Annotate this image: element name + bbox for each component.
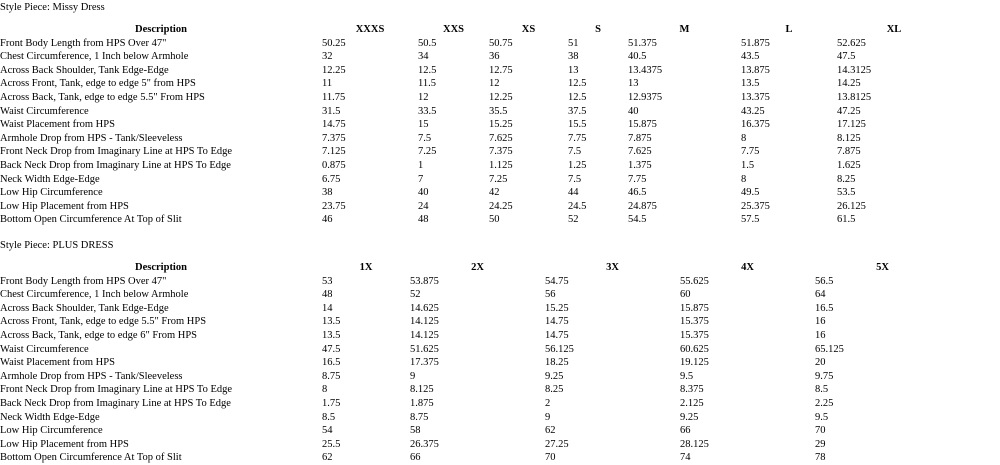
measurement-value: 8.5 (815, 384, 829, 396)
measurement-value: 7.375 (489, 146, 513, 158)
measurement-value: 26.125 (837, 200, 866, 212)
measurement-value: 16.5 (322, 357, 341, 369)
measurement-value: 18.25 (545, 357, 569, 369)
table-row (0, 302, 950, 316)
measurement-value: 14.125 (410, 316, 439, 328)
measurement-value: 9.5 (815, 411, 829, 423)
measurement-value: 54.75 (545, 275, 569, 287)
measurement-value: 12.9375 (628, 91, 663, 103)
measurement-value: 52.625 (837, 37, 866, 49)
measurement-value: 50.5 (418, 37, 437, 49)
measurement-value: 12 (489, 78, 500, 90)
missy-size-table (0, 23, 951, 227)
measurement-value: 23.75 (322, 200, 346, 212)
plus-header-5x: 5X (876, 262, 889, 273)
measurement-value: 13 (568, 64, 579, 76)
measurement-description: Front Neck Drop from Imaginary Line at HPS To Edge (0, 384, 233, 396)
measurement-value: 78 (815, 452, 826, 464)
measurement-value: 54.5 (628, 214, 647, 226)
measurement-value: 9.75 (815, 370, 834, 382)
measurement-value: 50.25 (322, 37, 346, 49)
measurement-value: 40 (628, 105, 639, 117)
table-row (0, 37, 951, 51)
measurement-value: 2.25 (815, 397, 834, 409)
table-row (0, 118, 951, 132)
table-row (0, 159, 951, 173)
measurement-value: 16.375 (741, 119, 770, 131)
measurement-value: 33.5 (418, 105, 437, 117)
measurement-value: 1 (418, 159, 424, 171)
measurement-value: 2.125 (680, 397, 704, 409)
measurement-description: Across Back Shoulder, Tank Edge-Edge (0, 64, 169, 76)
measurement-value: 8.5 (322, 411, 336, 423)
plus-table-body (0, 275, 950, 465)
table-row (0, 383, 950, 397)
measurement-value: 16.5 (815, 302, 834, 314)
measurement-value: 1.75 (322, 397, 341, 409)
measurement-value: 20 (815, 357, 826, 369)
measurement-value: 50.75 (489, 37, 513, 49)
measurement-value: 15.875 (680, 302, 709, 314)
measurement-value: 58 (410, 425, 421, 437)
measurement-value: 7.5 (568, 173, 582, 185)
measurement-value: 7.75 (628, 173, 647, 185)
measurement-value: 13.5 (322, 316, 341, 328)
measurement-description: Back Neck Drop from Imaginary Line at HPS To Edge (0, 397, 231, 409)
measurement-description: Front Neck Drop from Imaginary Line at HPS To Edge (0, 146, 233, 158)
measurement-value: 13 (628, 78, 639, 90)
plus-header-3x: 3X (606, 262, 619, 273)
missy-header-xl: XL (886, 24, 902, 35)
measurement-value: 9.25 (680, 411, 699, 423)
measurement-value: 1.875 (410, 397, 434, 409)
measurement-value: 8.375 (680, 384, 704, 396)
measurement-value: 8.25 (837, 173, 856, 185)
measurement-value: 12.75 (489, 64, 513, 76)
measurement-value: 0.875 (322, 159, 346, 171)
measurement-value: 14.75 (545, 329, 569, 341)
measurement-description: Armhole Drop from HPS - Tank/Sleeveless (0, 370, 183, 382)
measurement-description: Waist Circumference (0, 105, 89, 117)
measurement-description: Waist Circumference (0, 343, 89, 355)
missy-header-xxs: XXS (442, 24, 464, 35)
table-row (0, 343, 950, 357)
measurement-description: Low Hip Circumference (0, 425, 103, 437)
table-row (0, 356, 950, 370)
measurement-value: 38 (322, 187, 333, 199)
table-row (0, 275, 950, 289)
measurement-value: 15 (418, 119, 429, 131)
measurement-value: 47.5 (837, 51, 856, 63)
measurement-description: Across Front, Tank, edge to edge 5.5" From HPS (0, 316, 207, 328)
missy-section-title: Style Piece: Missy Dress (0, 2, 105, 13)
measurement-value: 51.625 (410, 343, 439, 355)
measurement-value: 7.875 (837, 146, 861, 158)
measurement-value: 25.5 (322, 438, 341, 450)
table-row (0, 64, 951, 78)
table-row (0, 91, 951, 105)
measurement-value: 14.75 (545, 316, 569, 328)
measurement-value: 12.5 (568, 78, 587, 90)
measurement-value: 32 (322, 51, 333, 63)
measurement-value: 7.875 (628, 132, 652, 144)
plus-header-description: Description (135, 262, 187, 273)
table-row (0, 200, 951, 214)
measurement-value: 9.5 (680, 370, 694, 382)
plus-header-row (0, 261, 950, 275)
measurement-description: Neck Width Edge-Edge (0, 173, 100, 185)
measurement-value: 56 (545, 289, 556, 301)
measurement-description: Chest Circumference, 1 Inch below Armhole (0, 289, 189, 301)
measurement-value: 74 (680, 452, 691, 464)
table-row (0, 105, 951, 119)
measurement-value: 66 (410, 452, 421, 464)
measurement-value: 15.375 (680, 329, 709, 341)
measurement-value: 64 (815, 289, 826, 301)
measurement-value: 8 (741, 132, 747, 144)
measurement-value: 7.25 (489, 173, 508, 185)
measurement-value: 12.5 (568, 91, 587, 103)
table-row (0, 424, 950, 438)
measurement-value: 53.875 (410, 275, 439, 287)
measurement-value: 24.5 (568, 200, 587, 212)
measurement-description: Across Front, Tank, edge to edge 5" from HPS (0, 78, 196, 90)
measurement-value: 8 (741, 173, 747, 185)
measurement-value: 14 (322, 302, 333, 314)
plus-header-1x: 1X (359, 262, 373, 273)
measurement-value: 62 (322, 452, 333, 464)
measurement-value: 17.375 (410, 357, 439, 369)
measurement-value: 15.375 (680, 316, 709, 328)
measurement-value: 2 (545, 397, 551, 409)
measurement-value: 60 (680, 289, 691, 301)
measurement-description: Front Body Length from HPS Over 47" (0, 275, 167, 287)
measurement-value: 44 (568, 187, 579, 199)
measurement-value: 13.5 (322, 329, 341, 341)
measurement-description: Low Hip Circumference (0, 187, 103, 199)
table-row (0, 50, 951, 64)
measurement-value: 7.125 (322, 146, 346, 158)
measurement-description: Bottom Open Circumference At Top of Slit (0, 214, 182, 226)
table-row (0, 173, 951, 187)
plus-size-table (0, 261, 950, 465)
measurement-description: Low Hip Placement from HPS (0, 438, 129, 450)
measurement-value: 13.8125 (837, 91, 872, 103)
measurement-value: 9 (410, 370, 416, 382)
measurement-value: 13.875 (741, 64, 770, 76)
missy-table-body (0, 37, 951, 227)
measurement-value: 12.25 (322, 64, 346, 76)
measurement-value: 8.125 (837, 132, 861, 144)
measurement-description: Bottom Open Circumference At Top of Slit (0, 452, 182, 464)
table-row (0, 329, 950, 343)
measurement-value: 24.875 (628, 200, 657, 212)
measurement-value: 15.875 (628, 119, 657, 131)
measurement-value: 34 (418, 51, 429, 63)
measurement-value: 31.5 (322, 105, 341, 117)
measurement-value: 66 (680, 425, 691, 437)
measurement-value: 70 (545, 452, 556, 464)
missy-header-l: L (785, 24, 793, 35)
measurement-value: 8.75 (410, 411, 429, 423)
table-row (0, 132, 951, 146)
table-row (0, 77, 951, 91)
measurement-value: 1.375 (628, 159, 652, 171)
measurement-value: 14.3125 (837, 64, 872, 76)
measurement-value: 15.5 (568, 119, 587, 131)
measurement-value: 50 (489, 214, 500, 226)
measurement-value: 55.625 (680, 275, 709, 287)
measurement-value: 1.625 (837, 159, 861, 171)
measurement-value: 15.25 (545, 302, 569, 314)
measurement-value: 8 (322, 384, 328, 396)
measurement-description: Waist Placement from HPS (0, 119, 115, 131)
measurement-value: 13.375 (741, 91, 770, 103)
measurement-value: 48 (322, 289, 333, 301)
measurement-value: 28.125 (680, 438, 709, 450)
missy-header-description: Description (135, 24, 187, 35)
measurement-value: 38 (568, 51, 579, 63)
measurement-value: 51.875 (741, 37, 770, 49)
table-row (0, 451, 950, 465)
measurement-value: 43.5 (741, 51, 760, 63)
measurement-value: 14.125 (410, 329, 439, 341)
measurement-value: 56.125 (545, 343, 574, 355)
missy-header-s: S (595, 24, 601, 35)
measurement-value: 17.125 (837, 119, 866, 131)
measurement-value: 29 (815, 438, 826, 450)
measurement-value: 19.125 (680, 357, 709, 369)
table-row (0, 315, 950, 329)
measurement-value: 9.25 (545, 370, 564, 382)
measurement-value: 27.25 (545, 438, 569, 450)
measurement-value: 70 (815, 425, 826, 437)
measurement-value: 7.75 (741, 146, 760, 158)
measurement-value: 1.25 (568, 159, 587, 171)
measurement-value: 42 (489, 187, 500, 199)
measurement-value: 7 (418, 173, 424, 185)
measurement-value: 54 (322, 425, 333, 437)
measurement-value: 7.625 (489, 132, 513, 144)
missy-header-xs: XS (521, 24, 536, 35)
measurement-value: 16 (815, 329, 826, 341)
measurement-value: 52 (410, 289, 421, 301)
measurement-value: 7.25 (418, 146, 437, 158)
measurement-description: Across Back, Tank, edge to edge 6" From HPS (0, 329, 197, 341)
table-row (0, 186, 951, 200)
measurement-value: 49.5 (741, 187, 760, 199)
measurement-description: Front Body Length from HPS Over 47" (0, 37, 167, 49)
measurement-value: 25.375 (741, 200, 770, 212)
measurement-value: 6.75 (322, 173, 341, 185)
measurement-value: 36 (489, 51, 500, 63)
measurement-value: 43.25 (741, 105, 765, 117)
table-row (0, 288, 950, 302)
measurement-value: 47.25 (837, 105, 861, 117)
measurement-value: 1.125 (489, 159, 513, 171)
measurement-description: Neck Width Edge-Edge (0, 411, 100, 423)
missy-header-xxxs: XXXS (355, 24, 385, 35)
measurement-value: 57.5 (741, 214, 760, 226)
measurement-value: 65.125 (815, 343, 844, 355)
measurement-value: 24.25 (489, 200, 513, 212)
measurement-value: 26.375 (410, 438, 439, 450)
measurement-value: 13.4375 (628, 64, 663, 76)
measurement-value: 1.5 (741, 159, 755, 171)
missy-header-m: M (679, 24, 690, 35)
measurement-value: 62 (545, 425, 556, 437)
measurement-value: 46.5 (628, 187, 647, 199)
measurement-value: 8.125 (410, 384, 434, 396)
measurement-value: 8.25 (545, 384, 564, 396)
measurement-value: 56.5 (815, 275, 834, 287)
measurement-value: 9 (545, 411, 551, 423)
measurement-value: 51.375 (628, 37, 657, 49)
measurement-description: Across Back Shoulder, Tank Edge-Edge (0, 302, 169, 314)
measurement-value: 8.75 (322, 370, 341, 382)
plus-section-title: Style Piece: PLUS DRESS (0, 240, 114, 251)
plus-header-2x: 2X (471, 262, 484, 273)
measurement-value: 13.5 (741, 78, 760, 90)
measurement-value: 53.5 (837, 187, 856, 199)
measurement-value: 60.625 (680, 343, 709, 355)
table-row (0, 438, 950, 452)
missy-header-row (0, 23, 951, 37)
measurement-value: 14.625 (410, 302, 439, 314)
measurement-value: 12.5 (418, 64, 437, 76)
measurement-value: 52 (568, 214, 579, 226)
table-row (0, 411, 950, 425)
plus-header-4x: 4X (741, 262, 754, 273)
measurement-value: 14.75 (322, 119, 346, 131)
measurement-value: 37.5 (568, 105, 587, 117)
measurement-value: 24 (418, 200, 429, 212)
measurement-value: 7.375 (322, 132, 346, 144)
table-row (0, 370, 950, 384)
measurement-value: 12 (418, 91, 429, 103)
measurement-description: Across Back, Tank, edge to edge 5.5" From HPS (0, 91, 205, 103)
measurement-description: Waist Placement from HPS (0, 357, 115, 369)
measurement-value: 7.75 (568, 132, 587, 144)
measurement-value: 7.5 (568, 146, 582, 158)
measurement-value: 11.75 (322, 91, 346, 103)
measurement-description: Back Neck Drop from Imaginary Line at HPS To Edge (0, 159, 231, 171)
measurement-value: 16 (815, 316, 826, 328)
measurement-value: 48 (418, 214, 429, 226)
measurement-description: Low Hip Placement from HPS (0, 200, 129, 212)
measurement-value: 7.5 (418, 132, 432, 144)
measurement-value: 7.625 (628, 146, 652, 158)
measurement-value: 11.5 (418, 78, 436, 90)
measurement-value: 61.5 (837, 214, 856, 226)
table-row (0, 397, 950, 411)
measurement-value: 14.25 (837, 78, 861, 90)
measurement-value: 15.25 (489, 119, 513, 131)
measurement-value: 47.5 (322, 343, 341, 355)
measurement-value: 40.5 (628, 51, 647, 63)
table-row (0, 213, 951, 227)
measurement-value: 51 (568, 37, 579, 49)
measurement-value: 53 (322, 275, 333, 287)
measurement-value: 12.25 (489, 91, 513, 103)
measurement-value: 46 (322, 214, 333, 226)
measurement-description: Armhole Drop from HPS - Tank/Sleeveless (0, 132, 183, 144)
measurement-value: 40 (418, 187, 429, 199)
measurement-value: 35.5 (489, 105, 508, 117)
measurement-description: Chest Circumference, 1 Inch below Armhole (0, 51, 189, 63)
table-row (0, 145, 951, 159)
measurement-value: 11 (322, 78, 333, 90)
